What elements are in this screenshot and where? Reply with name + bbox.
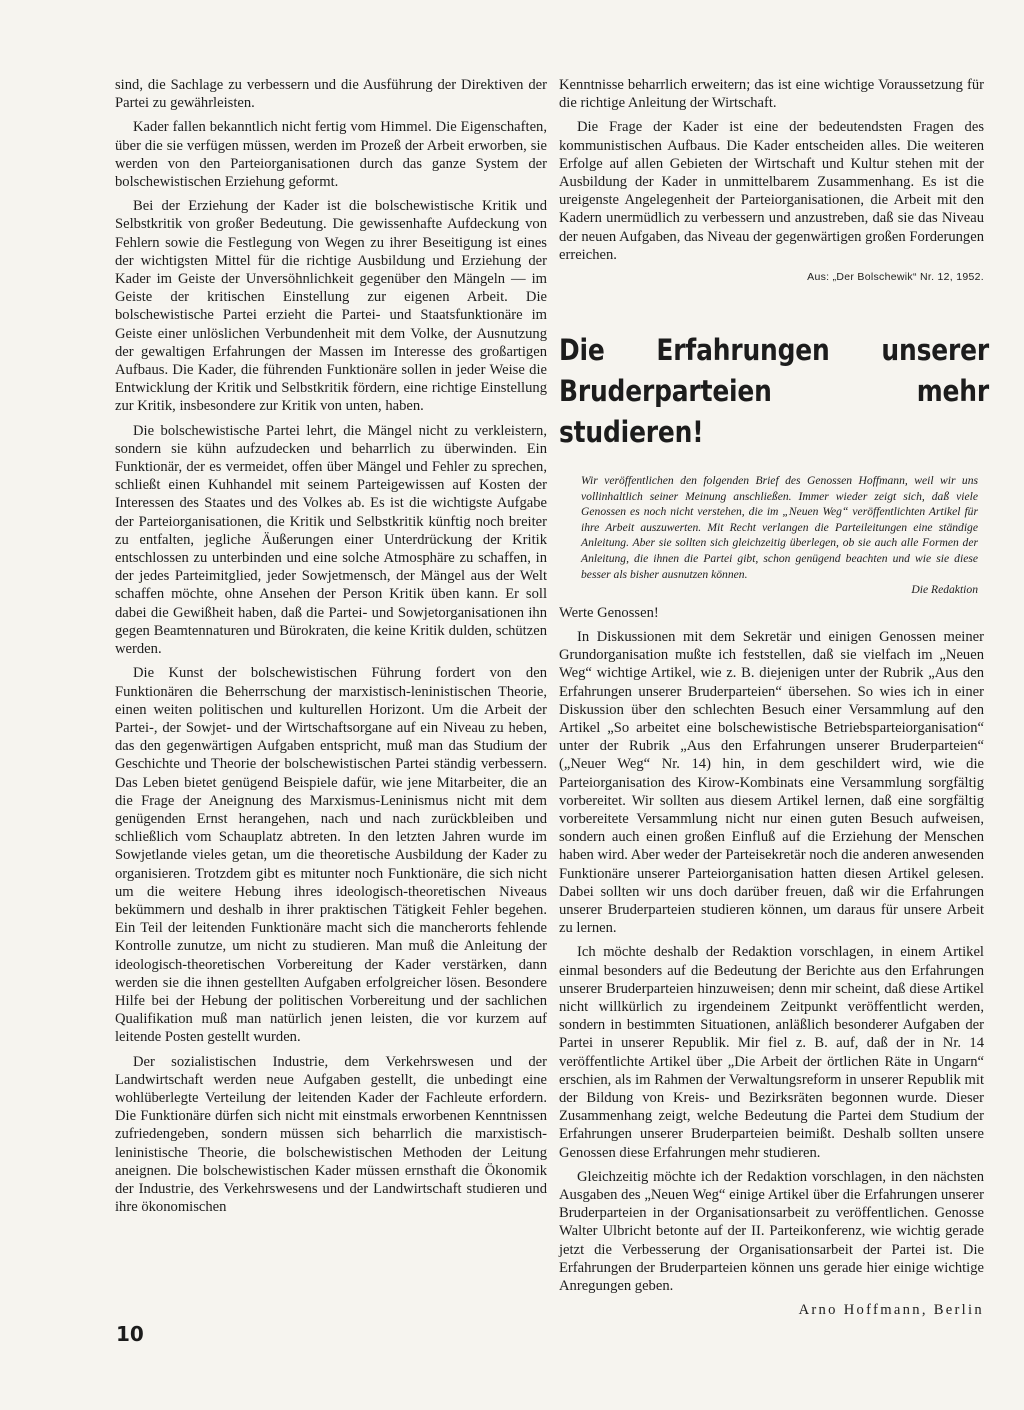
paragraph: Der sozialistischen Industrie, dem Verkehrswesen und der Landwirtschaft werden neue Aufgaben gestellt, die unbedingt eine wohlüberlegte Verteilung der leitenden Kader der Fachleute erfordern. Die Funktionäre dürfen sich nicht mit einstmals erworbenen Kenntnissen zufriedengeben, sondern müssen sich beharrlich die marxistisch-leninistische Theorie, die bolschewistischen Methoden der Leitung aneignen. Die bolschewistischen Kader müssen ernsthaft die Ökonomik der Industrie, des Verkehrswesens und der Landwirtschaft studieren und ihre ökonomischen bbox=[115, 1053, 547, 1216]
salutation: Werte Genossen! bbox=[559, 604, 659, 621]
paragraph: Die Kunst der bolschewistischen Führung fordert von den Funktionären die Beherrschung der marxistisch-leninistischen Theorie, einen weiten politischen und kulturellen Horizont. Um die Arbeit der Partei-, der Sowjet- und der Wirtschaftsorgane auf ein Niveau zu heben, das den gegenwärtigen Aufgaben entspricht, muß man das Studium der Geschichte und Theorie der bolschewistischen Partei ständig verbessern. Das Leben bietet genügend Beispiele dafür, wie jene Mitarbeiter, die an die Frage der Aneignung des Marxismus-Leninismus nicht mit dem genügenden Ernst herangehen, nach und nach zurückbleiben und schließlich vom Schauplatz abtreten. In den letzten Jahren wurde im Sowjetlande vieles getan, um die theoretische Ausbildung der Kader zu organisieren. Trotzdem gibt es mitunter noch Funktionäre, die sich nicht um die weitere Hebung ihres ideologisch-theoretischen Niveaus bekümmern und deshalb in ihrer praktischen Tätigkeit Fehler begehen. Ein Teil der leitenden Funktionäre macht sich die mancherorts fehlende Kontrolle zunutze, um nicht zu studieren. Man muß die Anleitung der ideologisch-theoretischen Vorbereitung der Kader verstärken, dann werden sie die ihnen gestellten Aufgaben erfolgreicher lösen. Besondere Hilfe bei der Hebung der politischen Vorbereitung und der sachlichen Qualifikation muß man natürlich jenen leisten, die vor kurzem auf leitende Posten gestellt wurden. bbox=[115, 665, 547, 1046]
paragraph: Bei der Erziehung der Kader ist die bolschewistische Kritik und Selbstkritik von großer Bedeutung. Die gewissenhafte Aufdeckung von Fehlern sowie die Festlegung von Wegen zu ihrer Beseitigung ist eines der wichtigsten Mittel für die richtige Ausbildung und Erziehung der Kader im Geiste der Unversöhnlichkeit gegenüber den Mängeln — im Geiste der kritischen Einstellung zur eigenen Arbeit. Die bolschewistische Partei erzieht die Partei- und Staatsfunktionäre im Geiste einer unlöslichen Verbundenheit mit dem Volke, der Ausnutzung der gewaltigen Erfahrungen der Massen im Interesse des großartigen Aufbaus. Die Kader, die führenden Funktionäre sollen in jeder Weise die Entwicklung der Kritik und Selbstkritik fördern, eine richtige Einstellung zur Kritik, insbesondere zur Kritik von unten, haben. bbox=[115, 198, 547, 415]
paragraph: In Diskussionen mit dem Sekretär und einigen Genossen meiner Grundorganisation mußte ich feststellen, daß sie vielfach im „Neuen Weg“ wichtige Artikel, wie z. B. diejenigen unter der Rubrik „Aus den Erfahrungen unserer Bruderparteien“ übersehen. So wies ich in einer Diskussion über den schlechten Besuch einer Versammlung auf den Artikel „So arbeitet eine bolschewistische Betriebsparteiorganisation“ unter der Rubrik „Aus den Erfahrungen unserer Bruderparteien“ („Neuer Weg“ Nr. 14) hin, in dem geschildert wird, wie die Parteiorganisation des Kirow-Kombinats eine Versammlung sorgfältig vorbereitet. Wir sollten aus diesem Artikel lernen, daß eine sorgfältig vorbereitete Versammlung nicht nur einen guten Besuch aufweisen, sondern auch einen großen Einfluß auf die Erziehung der Menschen haben wird. Aber weder der Parteisekretär noch die anderen anwesenden Funktionäre unserer Parteiorganisation hatten diesen Artikel gelesen. Dabei sollten wir uns doch darüber freuen, daß wir die Erfahrungen unserer Bruderparteien studieren können, um daraus für unsere Arbeit zu lernen. bbox=[559, 628, 984, 937]
article-headline: Die Erfahrungen unserer Bruderparteien mehr studieren! bbox=[559, 333, 989, 450]
right-column bbox=[559, 76, 989, 1320]
paragraph: Kenntnisse beharrlich erweitern; das ist eine wichtige Voraussetzung für die richtige Anleitung der Wirtschaft. bbox=[559, 77, 984, 112]
paragraph: Die Frage der Kader ist eine der bedeutendsten Fragen des kommunistischen Aufbaus. Die Kader entscheiden alles. Die weiteren Erfolge auf allen Gebieten der Wirtschaft und Kultur stehen mit der Ausbildung der Kader in unmittelbarem Zusammenhang. Es ist die ureigenste Angelegenheit der Parteiorganisationen, die Arbeit mit den Kadern unermüdlich zu verbessern und anzustreben, daß sie das Niveau der neuen Aufgaben, das Niveau der gegenwärtigen großen Forderungen erreichen. bbox=[559, 119, 984, 263]
editorial-intro: Wir veröffentlichen den folgenden Brief des Genossen Hoffmann, weil wir uns vollinhaltlich seiner Meinung anschließen. Immer wieder zeigt sich, daß viele Genossen es noch nicht verstehen, die im „Neuen Weg“ veröffentlichten Artikel für ihre Arbeit auszuwerten. Mit Recht verlangen die Parteileitungen eine ständige Anleitung. Aber sie sollten sich gleichzeitig überlegen, ob sie auch alle Formen der Anleitung, die ihnen die Partei gibt, schon genügend beachten und wie sie diese besser als bisher ausnutzen können. bbox=[581, 474, 978, 581]
author-signature: Arno Hoffmann, Berlin bbox=[798, 1302, 984, 1319]
paragraph: Gleichzeitig möchte ich der Redaktion vorschlagen, in den nächsten Ausgaben des „Neuen Weg“ einige Artikel über die Erfahrungen unserer Bruderparteien in der Organisationsarbeit zu veröffentlichen. Genosse Walter Ulbricht betonte auf der II. Parteikonferenz, wie wichtig gerade jetzt die Verbesserung der Organisationsarbeit der Partei ist. Die Erfahrungen der Bruderparteien können uns gerade hier einige wichtige Anregungen geben. bbox=[559, 1168, 984, 1295]
left-column bbox=[115, 76, 547, 1222]
paragraph: Die bolschewistische Partei lehrt, die Mängel nicht zu verkleistern, sondern sie kühn aufzudecken und beharrlich zu überwinden. Ein Funktionär, der es vermeidet, offen über Mängel und Fehler zu sprechen, schließt einen Kuhhandel mit seinem Parteigewissen auf Kosten der Interessen des Staates und des Volkes ab. Es ist die wichtigste Aufgabe der Parteiorganisationen, die Kritik und Selbstkritik künftig noch breiter zu entfalten, jegliche Äußerungen einer Unterdrückung der Kritik entschlossen zu unterbinden und eine solche Atmosphäre zu schaffen, in der jedes Parteimitglied, jeder Sowjetmensch, der Mängel aus der Welt schaffen möchte, ohne Ansehen der Person Kritik üben kann. Er soll dabei die Gewißheit haben, daß die Partei- und Sowjetorganisationen ihn gegen Beamtennaturen und Bürokraten, die keine Kritik dulden, schützen werden. bbox=[115, 422, 547, 658]
editorial-signature: Die Redaktion bbox=[911, 583, 978, 597]
paragraph: Kader fallen bekanntlich nicht fertig vom Himmel. Die Eigenschaften, über die sie verfügen müssen, werden im Prozeß der Arbeit erworben, sie werden von den Parteiorganisationen durch das ganze System der bolschewistischen Erziehung geformt. bbox=[115, 119, 547, 191]
paragraph: sind, die Sachlage zu verbessern und die Ausführung der Direktiven der Partei zu gewährleisten. bbox=[115, 77, 547, 112]
source-citation: Aus: „Der Bolschewik“ Nr. 12, 1952. bbox=[807, 271, 984, 284]
paragraph: Ich möchte deshalb der Redaktion vorschlagen, in einem Artikel einmal besonders auf die Bedeutung der Berichte aus den Erfahrungen unserer Bruderparteien hinzuweisen; denn mir scheint, daß diese Artikel nicht willkürlich zu irgendeinem Zeitpunkt veröffentlicht werden, sondern in bestimmten Situationen, anläßlich besonderer Aufgaben der Partei in unserer Republik. Mir fiel z. B. auf, daß der in Nr. 14 veröffentlichte Artikel über „Die Arbeit der örtlichen Räte in Ungarn“ erschien, als im Rahmen der Verwaltungsreform in unserer Republik mit der Bildung von Kreis- und Bezirksräten begonnen wurde. Dieser Zusammenhang zeigt, welche Bedeutung die Partei dem Studium der Erfahrungen unserer Bruderparteien beimißt. Deshalb sollten unsere Genossen diese Erfahrungen mehr studieren. bbox=[559, 944, 984, 1161]
page-number: 10 bbox=[116, 1322, 144, 1346]
